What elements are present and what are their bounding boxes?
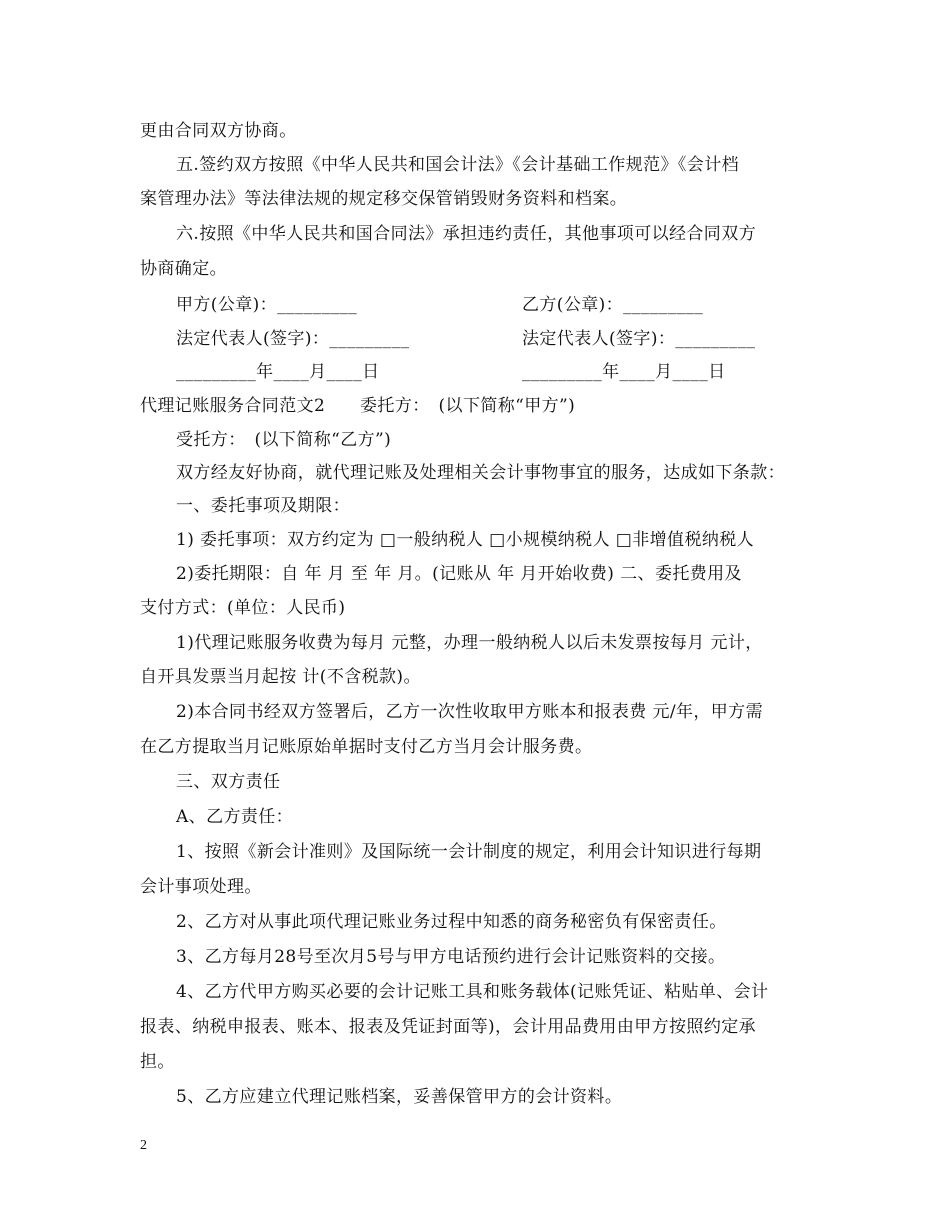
party-b-date: _________年____月____日 xyxy=(522,362,726,382)
party-b-representative: 法定代表人(签字)：_________ xyxy=(522,329,756,349)
paragraph-line: 更由合同双方协商。 xyxy=(140,121,297,141)
paragraph-line: 2)委托期限：自 年 月 至 年 月。(记账从 年 月开始收费) 二、委托费用及 xyxy=(176,564,742,584)
party-a-seal: 甲方(公章)：_________ xyxy=(176,295,358,315)
paragraph-line: 1、按照《新会计准则》及国际统一会计制度的规定，利用会计知识进行每期 xyxy=(176,842,762,862)
party-b-seal: 乙方(公章)：_________ xyxy=(522,295,704,315)
section-heading: 三、双方责任 xyxy=(176,772,281,792)
paragraph-line: 协商确定。 xyxy=(140,259,227,279)
clause-five-line: 五.签约双方按照《中华人民共和国会计法》《会计基础工作规范》《会计档 xyxy=(176,155,740,175)
paragraph-line: 1)代理记账服务收费为每月 元整，办理一般纳税人以后未发票按每月 元计， xyxy=(176,633,763,653)
paragraph-line: 双方经友好协商，就代理记账及处理相关会计事物事宜的服务，达成如下条款： xyxy=(176,463,785,483)
clause-six-line: 六.按照《中华人民共和国合同法》承担违约责任，其他事项可以经合同双方 xyxy=(176,224,757,244)
paragraph-line: 在乙方提取当月记账原始单据时支付乙方当月会计服务费。 xyxy=(140,737,593,757)
party-a-date: _________年____月____日 xyxy=(176,362,380,382)
paragraph-line: 4、乙方代甲方购买必要的会计记账工具和账务载体(记账凭证、粘贴单、会计 xyxy=(176,982,769,1002)
page-number: 2 xyxy=(140,1138,147,1153)
paragraph-line: 2、乙方对从事此项代理记账业务过程中知悉的商务秘密负有保密责任。 xyxy=(176,912,727,932)
paragraph-line: 自开具发票当月起按 计(不含税款)。 xyxy=(140,667,421,687)
paragraph-line: 2)本合同书经双方签署后，乙方一次性收取甲方账本和报表费 元/年，甲方需 xyxy=(176,702,763,722)
paragraph-line: 支付方式：(单位：人民币) xyxy=(140,598,346,618)
paragraph-line: 担。 xyxy=(140,1052,175,1072)
section-heading: 一、委托事项及期限： xyxy=(176,496,350,516)
paragraph-line: 5、乙方应建立代理记账档案，妥善保管甲方的会计资料。 xyxy=(176,1087,623,1107)
paragraph-line: 会计事项处理。 xyxy=(140,877,262,897)
paragraph-line: 案管理办法》等法律法规的规定移交保管销毁财务资料和档案。 xyxy=(140,189,628,209)
paragraph-line: 报表、纳税申报表、账本、报表及凭证封面等)，会计用品费用由甲方按照约定承 xyxy=(140,1017,757,1037)
paragraph-line: 1) 委托事项：双方约定为 □一般纳税人 □小规模纳税人 □非增值税纳税人 xyxy=(176,530,755,550)
paragraph-line: 受托方： (以下简称“乙方”) xyxy=(176,430,392,450)
contract-heading-line: 代理记账服务合同范文2 委托方： (以下简称“甲方”) xyxy=(140,396,576,416)
paragraph-line: 3、乙方每月28号至次月5号与甲方电话预约进行会计记账资料的交接。 xyxy=(176,947,726,967)
subsection-heading: A、乙方责任： xyxy=(176,807,294,827)
party-a-representative: 法定代表人(签字)：_________ xyxy=(176,329,410,349)
